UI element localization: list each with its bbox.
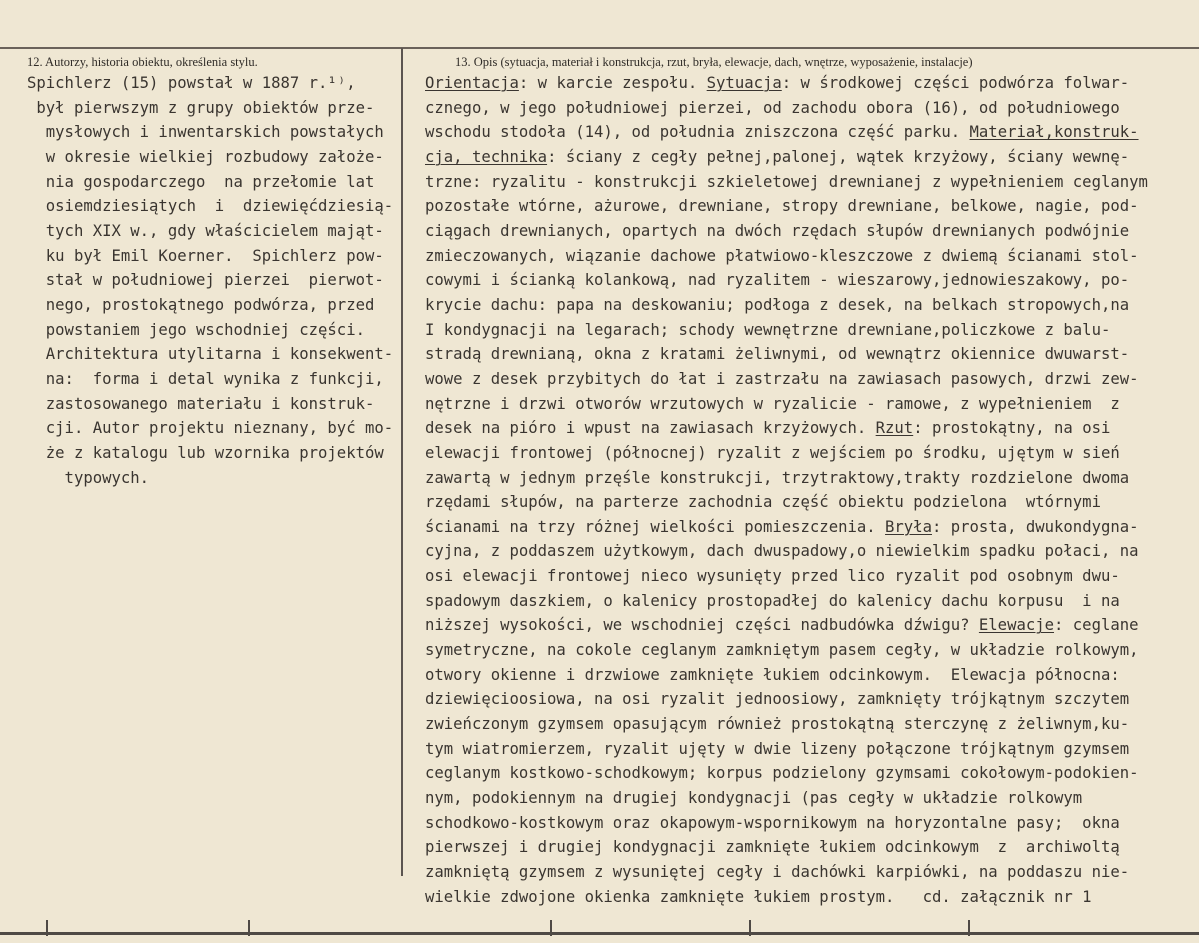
text-segment: osi elewacji frontowej nieco wysunięty przed lico ryzalit pod osobnym dwu- — [425, 567, 1120, 586]
text-line — [27, 244, 393, 269]
text-segment: nia gospodarczego na przełomie lat — [27, 172, 375, 191]
text-line — [425, 244, 1148, 269]
text-line — [27, 194, 393, 219]
text-segment: mysłowych i inwentarskich powstałych — [27, 123, 384, 142]
text-segment: zastosowanego materiału i konstruk- — [27, 394, 375, 413]
text-line — [425, 737, 1148, 762]
text-line — [27, 96, 393, 121]
text-segment: : prostokątny, na osi — [913, 419, 1111, 438]
right-section-text — [425, 71, 1148, 909]
text-line — [425, 170, 1148, 195]
text-segment: ścianami na trzy różnej wielkości pomieszczenia. — [425, 517, 886, 536]
text-line — [27, 293, 393, 318]
text-line — [27, 170, 393, 195]
text-line — [425, 663, 1148, 688]
text-line — [425, 539, 1148, 564]
section-keyword: Orientacja — [425, 74, 519, 92]
section-keyword: cja, technika — [425, 147, 548, 166]
text-line — [425, 761, 1148, 786]
text-segment: : prosta, dwukondygna- — [931, 517, 1139, 536]
text-line — [425, 835, 1148, 860]
text-line — [425, 490, 1148, 515]
text-line — [425, 687, 1148, 712]
text-line — [27, 342, 393, 367]
text-line — [425, 589, 1148, 614]
text-segment: schodkowo-kostkowym oraz okapowym-wspornikowym na horyzontalne pasy; okna — [425, 813, 1120, 832]
text-line — [425, 367, 1148, 392]
text-segment: dziewięcioosiowa, na osi ryzalit jednoosiowy, zamknięty trójkątnym szczytem — [425, 690, 1130, 709]
text-line — [425, 613, 1148, 638]
text-segment: powstaniem jego wschodniej części. — [27, 320, 365, 339]
text-line — [425, 293, 1148, 318]
text-segment: elewacji frontowej (północnej) ryzalit z wejściem po środku, ujętym w sień — [425, 443, 1120, 462]
text-line — [425, 564, 1148, 589]
text-line — [425, 860, 1148, 885]
text-segment: cowymi i ścianką kolankową, nad ryzalitem - wieszarowy,jednowieszakowy, po- — [425, 271, 1130, 290]
text-segment: trzne: ryzalitu - konstrukcji szkieletowej drewnianej z wypełnieniem ceglanym — [425, 172, 1148, 191]
text-line — [425, 268, 1148, 293]
section-keyword: Materiał,konstruk- — [969, 123, 1139, 142]
text-segment: ku był Emil Koerner. Spichlerz pow- — [27, 246, 384, 265]
text-segment: symetryczne, na cokole ceglanym zamkniętym pasem cegły, w układzie rolkowym, — [425, 641, 1139, 660]
section-keyword: Rzut — [875, 419, 914, 438]
text-segment: cji. Autor projektu nieznany, być mo- — [27, 419, 394, 438]
bottom-tick — [248, 920, 250, 936]
bottom-tick — [968, 920, 970, 936]
bottom-tick — [550, 920, 552, 936]
text-segment: cznego, w jego południowej pierzei, od zachodu obora (16), od południowego — [425, 98, 1120, 117]
text-segment: zamkniętą gzymsem z wysuniętej cegły i dachówki karpiówki, na poddaszu nie- — [425, 863, 1130, 881]
text-line — [425, 392, 1148, 417]
left-section-text — [27, 71, 393, 490]
text-line — [27, 392, 393, 417]
text-line — [425, 441, 1148, 466]
text-segment: tym wiatromierzem, ryzalit ujęty w dwie lizeny połączone trójkątnym gzymsem — [425, 739, 1130, 758]
text-line — [425, 466, 1148, 491]
text-segment: stradą drewnianą, okna z kratami żeliwnymi, od wewnątrz okiennice dwuwarst- — [425, 345, 1130, 364]
text-line — [27, 120, 393, 145]
text-line — [425, 786, 1148, 811]
text-segment: osiemdziesiątych i dziewięćdziesią- — [27, 197, 394, 216]
text-line — [425, 811, 1148, 836]
text-segment: ciągach drewnianych, opartych na dwóch rzędach słupów drewnianych podwójnie — [425, 221, 1130, 240]
text-segment: cyjna, z poddaszem użytkowym, dach dwuspadowy,o niewielkim spadku połaci, na — [425, 542, 1139, 561]
text-segment: nętrzne i drzwi otworów wrzutowych w ryzalicie - ramowe, z wypełnieniem z — [425, 394, 1120, 413]
text-segment: : w środkowej części podwórza folwar- — [781, 74, 1130, 92]
text-line — [425, 515, 1148, 540]
text-segment: wielkie zdwojone okienka zamknięte łukiem prostym. cd. załącznik nr 1 — [425, 887, 1092, 906]
text-line — [425, 712, 1148, 737]
text-segment: wowe z desek przybitych do łat i zastrzału na zawiasach pasowych, drzwi zew- — [425, 369, 1139, 388]
text-line — [27, 318, 393, 343]
text-segment: zawartą w jednym przęśle konstrukcji, trzytraktowy,trakty rozdzielone dwoma — [425, 468, 1130, 487]
text-segment: : w karcie zespołu. — [518, 74, 707, 92]
text-segment: na: forma i detal wynika z funkcji, — [27, 369, 384, 388]
text-line — [425, 120, 1148, 145]
text-segment: zwieńczonym gzymsem opasującym również prostokątną sterczynę z żeliwnym,ku- — [425, 715, 1130, 734]
text-line — [425, 416, 1148, 441]
text-line — [425, 638, 1148, 663]
text-line — [27, 71, 393, 96]
text-line — [425, 219, 1148, 244]
text-segment: desek na pióro i wpust na zawiasach krzyżowych. — [425, 419, 876, 438]
text-line — [27, 441, 393, 466]
text-segment: niższej wysokości, we wschodniej części nadbudówka dźwigu? — [425, 616, 979, 635]
text-segment: był pierwszym z grupy obiektów prze- — [27, 98, 375, 117]
text-line — [27, 268, 393, 293]
column-divider — [401, 48, 403, 876]
text-segment: zmieczowanych, wiązanie dachowe płatwiowo-kleszczowe z dwiemą ścianami stol- — [425, 246, 1139, 265]
section-keyword: Bryła — [885, 517, 932, 536]
text-segment: Spichlerz (15) powstał w 1887 r.¹⁾, — [27, 74, 356, 92]
text-segment: I kondygnacji na legarach; schody wewnętrzne drewniane,policzkowe z balu- — [425, 320, 1111, 339]
text-line — [425, 342, 1148, 367]
text-line — [27, 145, 393, 170]
text-segment: tych XIX w., gdy właścicielem mająt- — [27, 221, 384, 240]
text-line — [425, 194, 1148, 219]
text-segment: nego, prostokątnego podwórza, przed — [27, 295, 375, 314]
bottom-rule — [0, 932, 1199, 935]
section-keyword: Elewacje — [978, 616, 1055, 635]
text-segment: w okresie wielkiej rozbudowy założe- — [27, 147, 384, 166]
section-keyword: Sytuacja — [706, 74, 782, 92]
text-line — [27, 416, 393, 441]
text-segment: otwory okienne i drzwiowe zamknięte łukiem odcinkowym. Elewacja północna: — [425, 665, 1120, 684]
text-segment: wschodu stodoła (14), od południa zniszczona część parku. — [425, 123, 970, 142]
bottom-tick — [46, 920, 48, 936]
text-segment: : ściany z cegły pełnej,palonej, wątek krzyżowy, ściany wewnę- — [547, 147, 1130, 166]
text-line — [27, 466, 393, 491]
text-line — [425, 71, 1148, 96]
text-segment: : ceglane — [1054, 616, 1139, 635]
text-segment: krycie dachu: papa na deskowaniu; podłoga z desek, na belkach stropowych,na — [425, 295, 1130, 314]
text-line — [425, 318, 1148, 343]
left-section-header: 12. Autorzy, historia obiektu, określenia stylu. — [27, 55, 258, 69]
text-segment: Architektura utylitarna i konsekwent- — [27, 345, 394, 364]
text-segment: że z katalogu lub wzornika projektów — [27, 443, 384, 462]
text-segment: nym, podokiennym na drugiej kondygnacji (pas cegły w układzie rolkowym — [425, 789, 1083, 808]
text-segment: spadowym daszkiem, o kalenicy prostopadłej do kalenicy dachu korpusu i na — [425, 591, 1120, 610]
top-rule — [0, 47, 1199, 49]
text-segment: typowych. — [27, 468, 150, 487]
text-segment: pozostałe wtórne, ażurowe, drewniane, stropy drewniane, belkowe, nagie, pod- — [425, 197, 1139, 216]
text-line — [27, 367, 393, 392]
text-line — [425, 885, 1148, 910]
text-segment: ceglanym kostkowo-schodkowym; korpus podzielony gzymsami cokołowym-podokien- — [425, 764, 1139, 783]
text-line — [425, 145, 1148, 170]
text-segment: pierwszej i drugiej kondygnacji zamknięte łukiem odcinkowym z archiwoltą — [425, 838, 1120, 857]
text-line — [425, 96, 1148, 121]
right-section-header: 13. Opis (sytuacja, materiał i konstrukcja, rzut, bryła, elewacje, dach, wnętrze, wyposażenie, instalacje) — [455, 55, 973, 69]
text-segment: stał w południowej pierzei pierwot- — [27, 271, 384, 290]
text-line — [27, 219, 393, 244]
text-segment: rzędami słupów, na parterze zachodnia część obiektu podzielona wtórnymi — [425, 493, 1101, 512]
bottom-tick — [749, 920, 751, 936]
